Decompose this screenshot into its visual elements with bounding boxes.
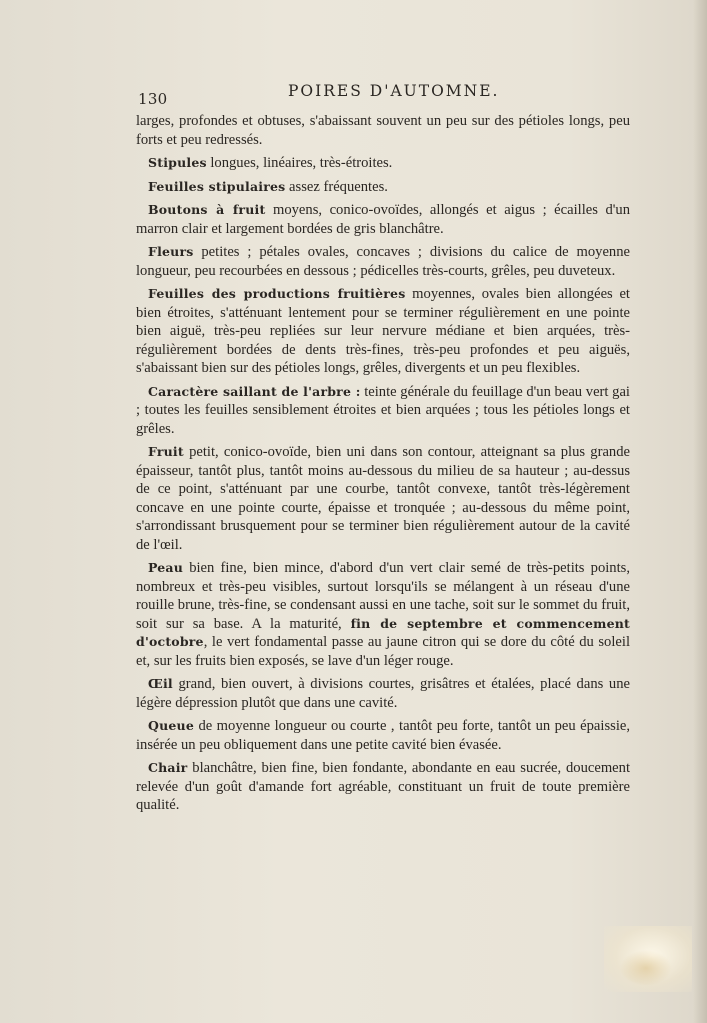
paragraph-feuilles-productions xyxy=(136,285,630,378)
paragraph-fruit xyxy=(136,443,630,554)
paragraph-term: Feuilles des productions fruitières xyxy=(148,286,406,301)
body-text xyxy=(136,112,630,820)
paragraph-term: Œil xyxy=(148,676,173,691)
paragraph-term-inline: fin de septembre et commencement d'octobre xyxy=(136,615,630,649)
paragraph-caractere xyxy=(136,383,630,439)
paragraph-feuilles-stipulaires xyxy=(136,178,630,197)
paragraph-continuation xyxy=(136,112,630,149)
paragraph-term: Caractère saillant de l'arbre : xyxy=(148,383,361,399)
paragraph-text-continued: , le vert fondamental passe au jaune citron qui se dore du côté du soleil et, sur les fruits bien exposés, se lave d'un léger rouge. xyxy=(136,634,630,669)
paragraph-text: moyens, conico-ovoïdes, allongés et aigus ; écailles d'un marron clair et largement bordées de gris blanchâtre. xyxy=(136,202,630,237)
paragraph-text: de moyenne longueur ou courte , tantôt peu forte, tantôt un peu épaissie, insérée un peu obliquement dans une petite cavité bien évasée. xyxy=(136,718,630,753)
paragraph-term: Peau xyxy=(148,560,184,575)
paper-stain-mark xyxy=(620,950,672,986)
page-number: 130 xyxy=(138,90,168,108)
paragraph-text: grand, bien ouvert, à divisions courtes, grisâtres et étalées, placé dans une légère dépression plutôt que dans une cavité. xyxy=(136,676,630,711)
paragraph-text: petites ; pétales ovales, concaves ; divisions du calice de moyenne longueur, peu recourbées en dessous ; pédicelles très-courts, grêles, peu duveteux. xyxy=(136,244,630,279)
paragraph-oeil xyxy=(136,675,630,712)
page-edge-shadow xyxy=(693,0,707,1023)
paragraph-text: blanchâtre, bien fine, bien fondante, abondante en eau sucrée, doucement relevée d'un goût d'amande fort agréable, constituant un fruit de toute première qualité. xyxy=(136,760,630,813)
paragraph-boutons xyxy=(136,201,630,238)
paragraph-chair xyxy=(136,759,630,815)
paragraph-stipules xyxy=(136,154,630,173)
paragraph-text: assez fréquentes. xyxy=(285,178,388,195)
paragraph-term: Boutons à fruit xyxy=(148,202,266,217)
paragraph-text: larges, profondes et obtuses, s'abaissant souvent un peu sur des pétioles longs, peu forts et peu redressés. xyxy=(136,113,630,148)
paragraph-text: teinte générale du feuillage d'un beau vert gai ; toutes les feuilles sensiblement étroites et bien arquées ; tous les pétioles longs et grêles. xyxy=(136,383,630,437)
paragraph-queue xyxy=(136,717,630,754)
paragraph-text: bien fine, bien mince, d'abord d'un vert clair semé de très-petits points, nombreux et très-peu visibles, surtout lorsqu'ils se mélangent à un réseau d'une rouille brune, très-fine, se condensant aussi en une tache, soit sur le sommet du fruit, soit sur sa base. A la maturité, xyxy=(136,560,630,632)
paragraph-term: Feuilles stipulaires xyxy=(148,178,286,194)
paragraph-text: petit, conico-ovoïde, bien uni dans son contour, atteignant sa plus grande épaisseur, tantôt plus, tantôt moins au-dessous du milieu de sa hauteur ; au-dessus de ce point, s'atténuant par une courbe, tantôt convexe, tantôt très-légèrement concave en une pointe courte, épaisse et tronquée ; au-dessous du même point, s'arrondissant brusquement pour se terminer bien régulièrement autour de la cavité de l'œil. xyxy=(136,444,630,553)
page-header xyxy=(138,82,628,106)
paragraph-term: Fleurs xyxy=(148,244,194,259)
paragraph-peau xyxy=(136,559,630,670)
paragraph-term: Stipules xyxy=(148,155,207,170)
paragraph-text: longues, linéaires, très-étroites. xyxy=(206,155,393,171)
running-head: POIRES D'AUTOMNE. xyxy=(288,82,500,100)
paragraph-fleurs xyxy=(136,243,630,280)
paragraph-term: Queue xyxy=(148,718,194,733)
paragraph-term: Chair xyxy=(148,760,188,775)
paragraph-text: moyennes, ovales bien allongées et bien étroites, s'atténuant lentement pour se terminer régulièrement en une pointe bien aiguë, très-peu repliées sur leur nervure médiane et bien arquées, très-régulièrement bordées de dents très-fines, très-peu profondes et peu aiguës, s'abaissant bien sur des pétioles longs, grêles, divergents et un peu flexibles. xyxy=(136,286,630,376)
paragraph-term: Fruit xyxy=(148,444,184,459)
